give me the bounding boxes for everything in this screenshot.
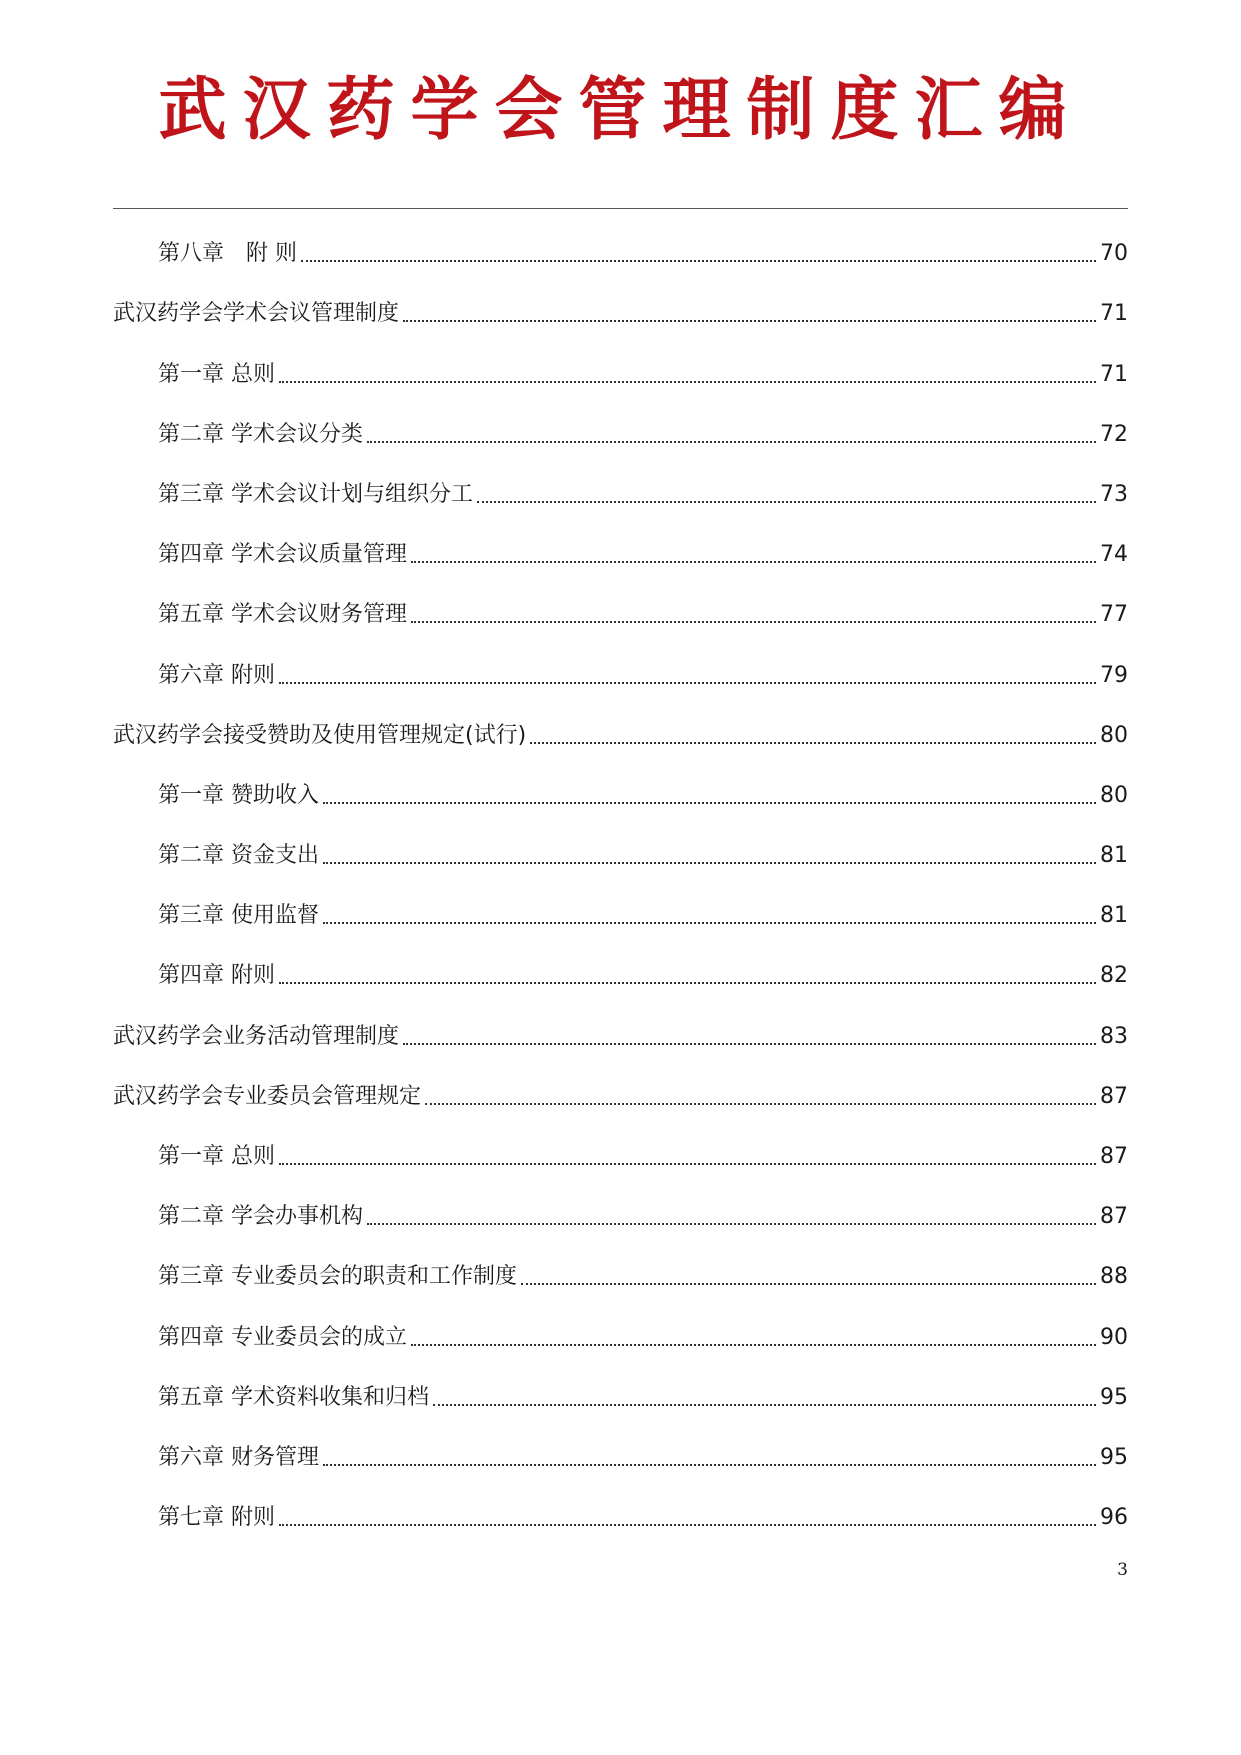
toc-entry[interactable] (113, 1243, 1128, 1303)
toc-entry[interactable] (113, 1123, 1128, 1183)
toc-entry[interactable] (113, 702, 1128, 762)
toc-dot-leader (425, 1103, 1096, 1105)
toc-entry-page: 87 (1100, 1083, 1128, 1109)
toc-entry-label: 第三章 专业委员会的职责和工作制度 (158, 1264, 517, 1290)
toc-entry-label: 第四章 学术会议质量管理 (158, 542, 407, 568)
toc-entry-label: 武汉药学会接受赞助及使用管理规定(试行) (113, 722, 527, 748)
toc-entry-page: 95 (1100, 1444, 1128, 1470)
toc-dot-leader (477, 501, 1096, 503)
toc-entry-label: 第四章 专业委员会的成立 (158, 1324, 407, 1350)
toc-entry-label: 第一章 总则 (158, 361, 275, 387)
table-of-contents (113, 220, 1128, 1544)
toc-entry[interactable] (113, 882, 1128, 942)
toc-entry-page: 79 (1100, 662, 1128, 688)
toc-entry[interactable] (113, 1303, 1128, 1363)
toc-entry[interactable] (113, 1424, 1128, 1484)
toc-entry[interactable] (113, 1183, 1128, 1243)
toc-entry[interactable] (113, 280, 1128, 340)
toc-entry[interactable] (113, 340, 1128, 400)
toc-entry-page: 81 (1100, 903, 1128, 929)
toc-dot-leader (301, 260, 1096, 262)
toc-entry-page: 72 (1100, 421, 1128, 447)
toc-entry-page: 82 (1100, 963, 1128, 989)
toc-entry-page: 70 (1100, 241, 1128, 267)
toc-entry-page: 87 (1100, 1204, 1128, 1230)
toc-dot-leader (279, 381, 1096, 383)
toc-entry-label: 第五章 学术会议财务管理 (158, 602, 407, 628)
toc-dot-leader (323, 1464, 1096, 1466)
toc-dot-leader (433, 1404, 1096, 1406)
toc-entry-label: 武汉药学会业务活动管理制度 (113, 1023, 400, 1049)
toc-entry[interactable] (113, 1002, 1128, 1062)
toc-dot-leader (530, 742, 1096, 744)
toc-entry-label: 第五章 学术资料收集和归档 (158, 1384, 429, 1410)
toc-entry[interactable] (113, 461, 1128, 521)
header-divider (113, 208, 1128, 209)
toc-entry-label: 武汉药学会学术会议管理制度 (113, 301, 400, 327)
toc-entry-page: 87 (1100, 1144, 1128, 1169)
toc-dot-leader (411, 1344, 1096, 1346)
toc-dot-leader (367, 441, 1096, 443)
toc-entry[interactable] (113, 822, 1128, 882)
toc-dot-leader (279, 1524, 1096, 1526)
toc-entry-label: 第二章 学术会议分类 (158, 421, 363, 447)
toc-entry[interactable] (113, 942, 1128, 1002)
toc-entry-page: 95 (1100, 1384, 1128, 1410)
toc-entry-label: 第四章 附则 (158, 963, 275, 989)
toc-entry[interactable] (113, 581, 1128, 641)
toc-entry[interactable] (113, 220, 1128, 280)
toc-entry-page: 88 (1100, 1264, 1128, 1290)
page-number: 3 (1117, 1560, 1128, 1580)
toc-dot-leader (403, 1043, 1096, 1045)
toc-dot-leader (323, 802, 1096, 804)
toc-entry-page: 90 (1100, 1324, 1128, 1350)
toc-entry[interactable] (113, 521, 1128, 581)
toc-entry[interactable] (113, 641, 1128, 701)
toc-entry-page: 80 (1100, 722, 1128, 748)
toc-entry-page: 71 (1100, 361, 1128, 387)
toc-entry[interactable] (113, 1063, 1128, 1123)
toc-dot-leader (367, 1223, 1096, 1225)
toc-entry-label: 第八章 附 则 (158, 241, 297, 267)
toc-entry[interactable] (113, 762, 1128, 822)
toc-entry-label: 第一章 赞助收入 (158, 782, 319, 808)
toc-dot-leader (279, 1163, 1096, 1165)
toc-entry-label: 第二章 资金支出 (158, 843, 319, 869)
toc-entry-label: 第三章 学术会议计划与组织分工 (158, 481, 473, 507)
toc-dot-leader (323, 862, 1096, 864)
toc-entry-page: 71 (1100, 301, 1128, 327)
toc-dot-leader (279, 982, 1096, 984)
toc-dot-leader (521, 1283, 1096, 1285)
toc-entry[interactable] (113, 401, 1128, 461)
toc-dot-leader (323, 922, 1096, 924)
toc-entry-page: 73 (1100, 481, 1128, 507)
toc-entry[interactable] (113, 1484, 1128, 1544)
toc-dot-leader (411, 561, 1096, 563)
toc-entry-label: 第六章 附则 (158, 662, 275, 688)
toc-entry-label: 武汉药学会专业委员会管理规定 (113, 1083, 422, 1109)
toc-entry-label: 第一章 总则 (158, 1144, 275, 1169)
toc-entry[interactable] (113, 1364, 1128, 1424)
toc-entry-page: 83 (1100, 1023, 1128, 1049)
toc-dot-leader (279, 682, 1096, 684)
toc-entry-page: 80 (1100, 782, 1128, 808)
toc-dot-leader (411, 621, 1096, 623)
toc-entry-label: 第七章 附则 (158, 1505, 275, 1531)
toc-entry-page: 81 (1100, 843, 1128, 869)
toc-entry-page: 96 (1100, 1505, 1128, 1531)
toc-entry-label: 第二章 学会办事机构 (158, 1204, 363, 1230)
toc-dot-leader (403, 320, 1096, 322)
toc-entry-label: 第六章 财务管理 (158, 1444, 319, 1470)
document-title: 武汉药学会管理制度汇编 (158, 70, 1083, 150)
toc-entry-page: 74 (1100, 542, 1128, 568)
toc-entry-label: 第三章 使用监督 (158, 903, 319, 929)
toc-entry-page: 77 (1100, 602, 1128, 628)
